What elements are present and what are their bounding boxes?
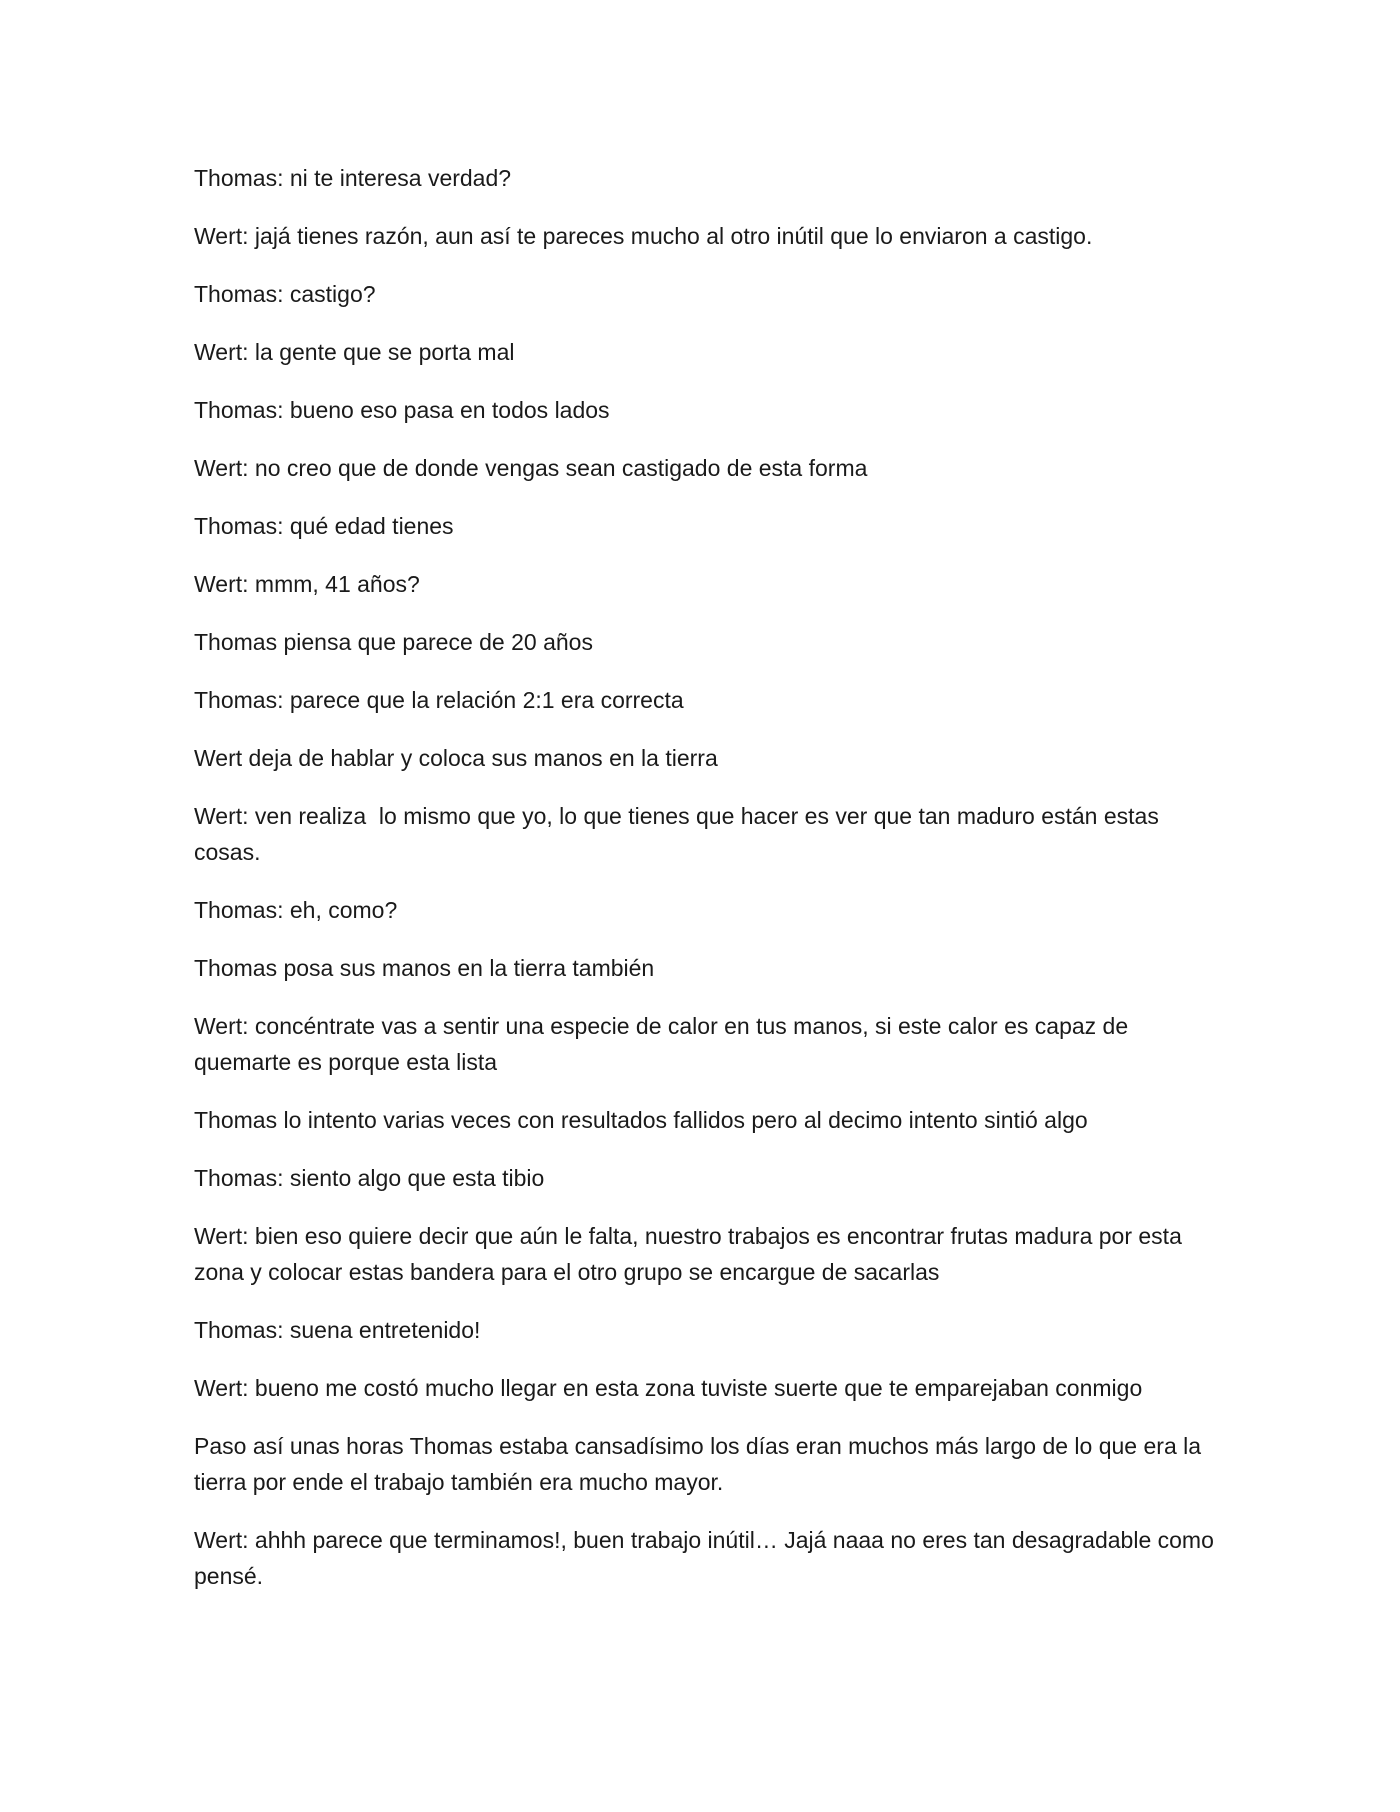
paragraph: Wert: ven realiza lo mismo que yo, lo que tienes que hacer es ver que tan maduro están estas cosas. — [194, 803, 1166, 865]
paragraph: Wert: bueno me costó mucho llegar en esta zona tuviste suerte que te emparejaban conmigo — [194, 1375, 1143, 1401]
paragraph: Thomas: bueno eso pasa en todos lados — [194, 397, 610, 423]
paragraph: Wert: no creo que de donde vengas sean castigado de esta forma — [194, 455, 868, 481]
paragraph: Wert: mmm, 41 años? — [194, 571, 420, 597]
paragraph: Thomas: siento algo que esta tibio — [194, 1165, 545, 1191]
paragraph: Thomas: qué edad tienes — [194, 513, 454, 539]
paragraph: Thomas posa sus manos en la tierra también — [194, 955, 655, 981]
paragraph: Thomas: eh, como? — [194, 897, 398, 923]
paragraph: Thomas: ni te interesa verdad? — [194, 165, 512, 191]
paragraph: Thomas: castigo? — [194, 281, 376, 307]
paragraph: Paso así unas horas Thomas estaba cansadísimo los días eran muchos más largo de lo que era la tierra por ende el trabajo también era mucho mayor. — [194, 1433, 1208, 1495]
paragraph: Thomas: parece que la relación 2:1 era correcta — [194, 687, 684, 713]
paragraph: Wert: bien eso quiere decir que aún le falta, nuestro trabajos es encontrar frutas madura por esta zona y colocar estas bandera para el otro grupo se encargue de sacarlas — [194, 1223, 1189, 1285]
paragraph: Thomas lo intento varias veces con resultados fallidos pero al decimo intento sintió algo — [194, 1107, 1088, 1133]
paragraph: Thomas: suena entretenido! — [194, 1317, 481, 1343]
paragraph: Wert: concéntrate vas a sentir una especie de calor en tus manos, si este calor es capaz de quemarte es porque esta lista — [194, 1013, 1135, 1075]
paragraph: Wert: jajá tienes razón, aun así te pareces mucho al otro inútil que lo enviaron a castigo. — [194, 223, 1093, 249]
paragraph: Thomas piensa que parece de 20 años — [194, 629, 593, 655]
paragraph: Wert: la gente que se porta mal — [194, 339, 515, 365]
document-body — [194, 160, 1221, 1616]
paragraph: Wert: ahhh parece que terminamos!, buen trabajo inútil… Jajá naaa no eres tan desagradable como pensé. — [194, 1527, 1221, 1589]
paragraph: Wert deja de hablar y coloca sus manos en la tierra — [194, 745, 718, 771]
